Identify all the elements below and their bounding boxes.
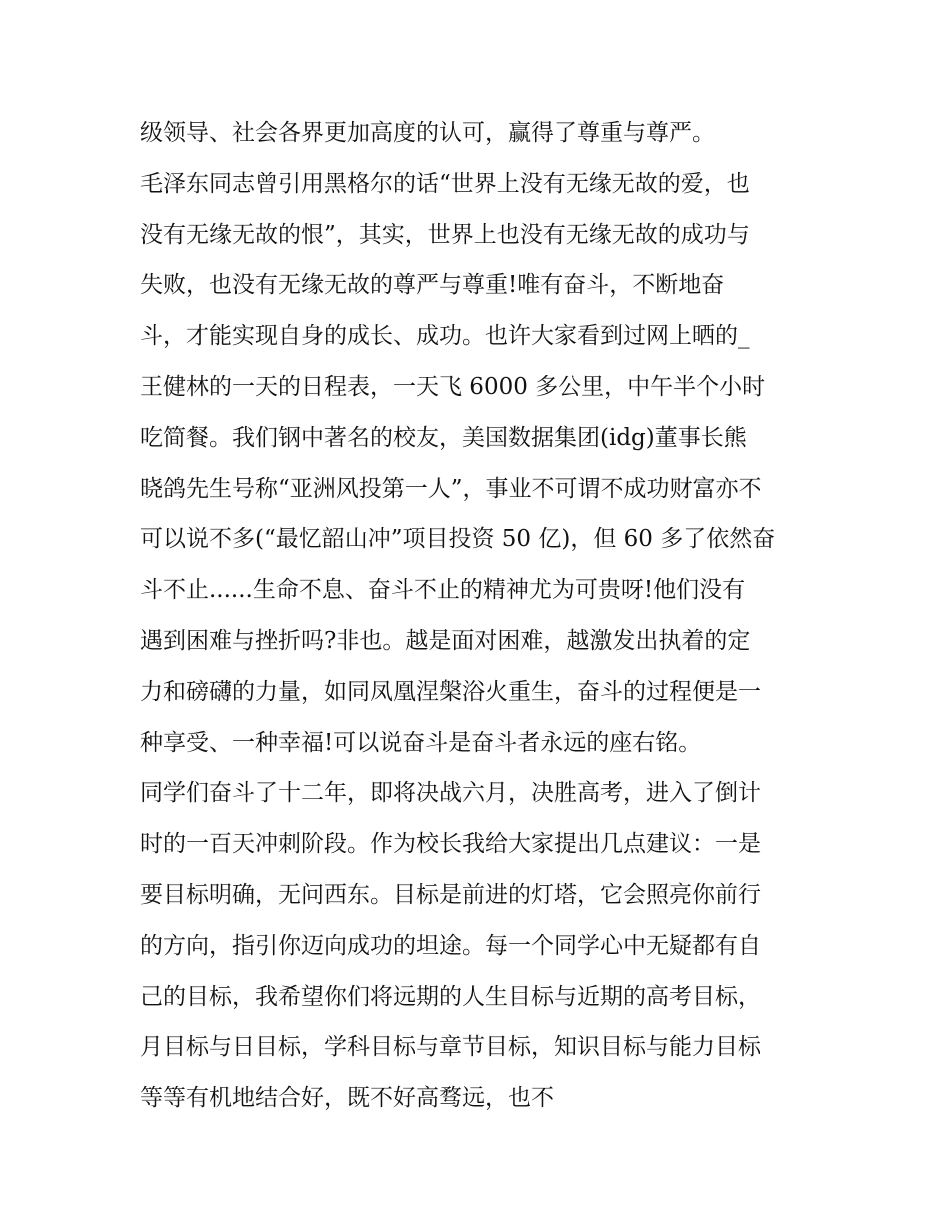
text-line: 等等有机地结合好，既不好高骛远，也不 bbox=[140, 1085, 554, 1112]
text-line: 吃简餐。我们钢中著名的校友，美国数据集团(idg)董事长熊 bbox=[140, 424, 747, 451]
text-line: 王健林的一天的日程表，一天飞 6000 多公里，中午半个小时 bbox=[140, 373, 766, 400]
text-line: 时的一百天冲刺阶段。作为校长我给大家提出几点建议：一是 bbox=[140, 831, 761, 858]
text-line: 毛泽东同志曾引用黑格尔的话“世界上没有无缘无故的爱，也 bbox=[140, 170, 750, 197]
text-line: 力和磅礴的力量，如同凤凰涅槃浴火重生，奋斗的过程便是一 bbox=[140, 678, 761, 705]
text-line: 斗，才能实现自身的成长、成功。也许大家看到过网上晒的_ bbox=[140, 323, 750, 350]
text-line: 遇到困难与挫折吗?非也。越是面对困难，越激发出执着的定 bbox=[140, 627, 751, 654]
text-line: 己的目标，我希望你们将远期的人生目标与近期的高考目标， bbox=[140, 983, 761, 1010]
text-line: 要目标明确，无问西东。目标是前进的灯塔，它会照亮你前行 bbox=[140, 881, 761, 908]
text-line: 可以说不多(“最忆韶山冲”项目投资 50 亿)，但 60 多了依然奋 bbox=[140, 526, 776, 553]
body-text bbox=[140, 108, 820, 1124]
text-line: 同学们奋斗了十二年，即将决战六月，决胜高考，进入了倒计 bbox=[140, 780, 761, 807]
text-line: 种享受、一种幸福!可以说奋斗是奋斗者永远的座右铭。 bbox=[140, 729, 702, 756]
text-line: 没有无缘无故的恨”，其实，世界上也没有无缘无故的成功与 bbox=[140, 221, 750, 248]
text-line: 晓鸽先生号称“亚洲风投第一人”，事业不可谓不成功财富亦不 bbox=[140, 475, 762, 502]
text-line: 月目标与日目标，学科目标与章节目标，知识目标与能力目标 bbox=[140, 1034, 761, 1061]
text-line: 失败，也没有无缘无故的尊严与尊重!唯有奋斗，不断地奋 bbox=[140, 272, 725, 299]
text-line: 斗不止......生命不息、奋斗不止的精神尤为可贵呀!他们没有 bbox=[140, 577, 746, 604]
text-line: 的方向，指引你迈向成功的坦途。每一个同学心中无疑都有自 bbox=[140, 932, 761, 959]
text-line: 级领导、社会各界更加高度的认可，赢得了尊重与尊严。 bbox=[140, 120, 715, 146]
